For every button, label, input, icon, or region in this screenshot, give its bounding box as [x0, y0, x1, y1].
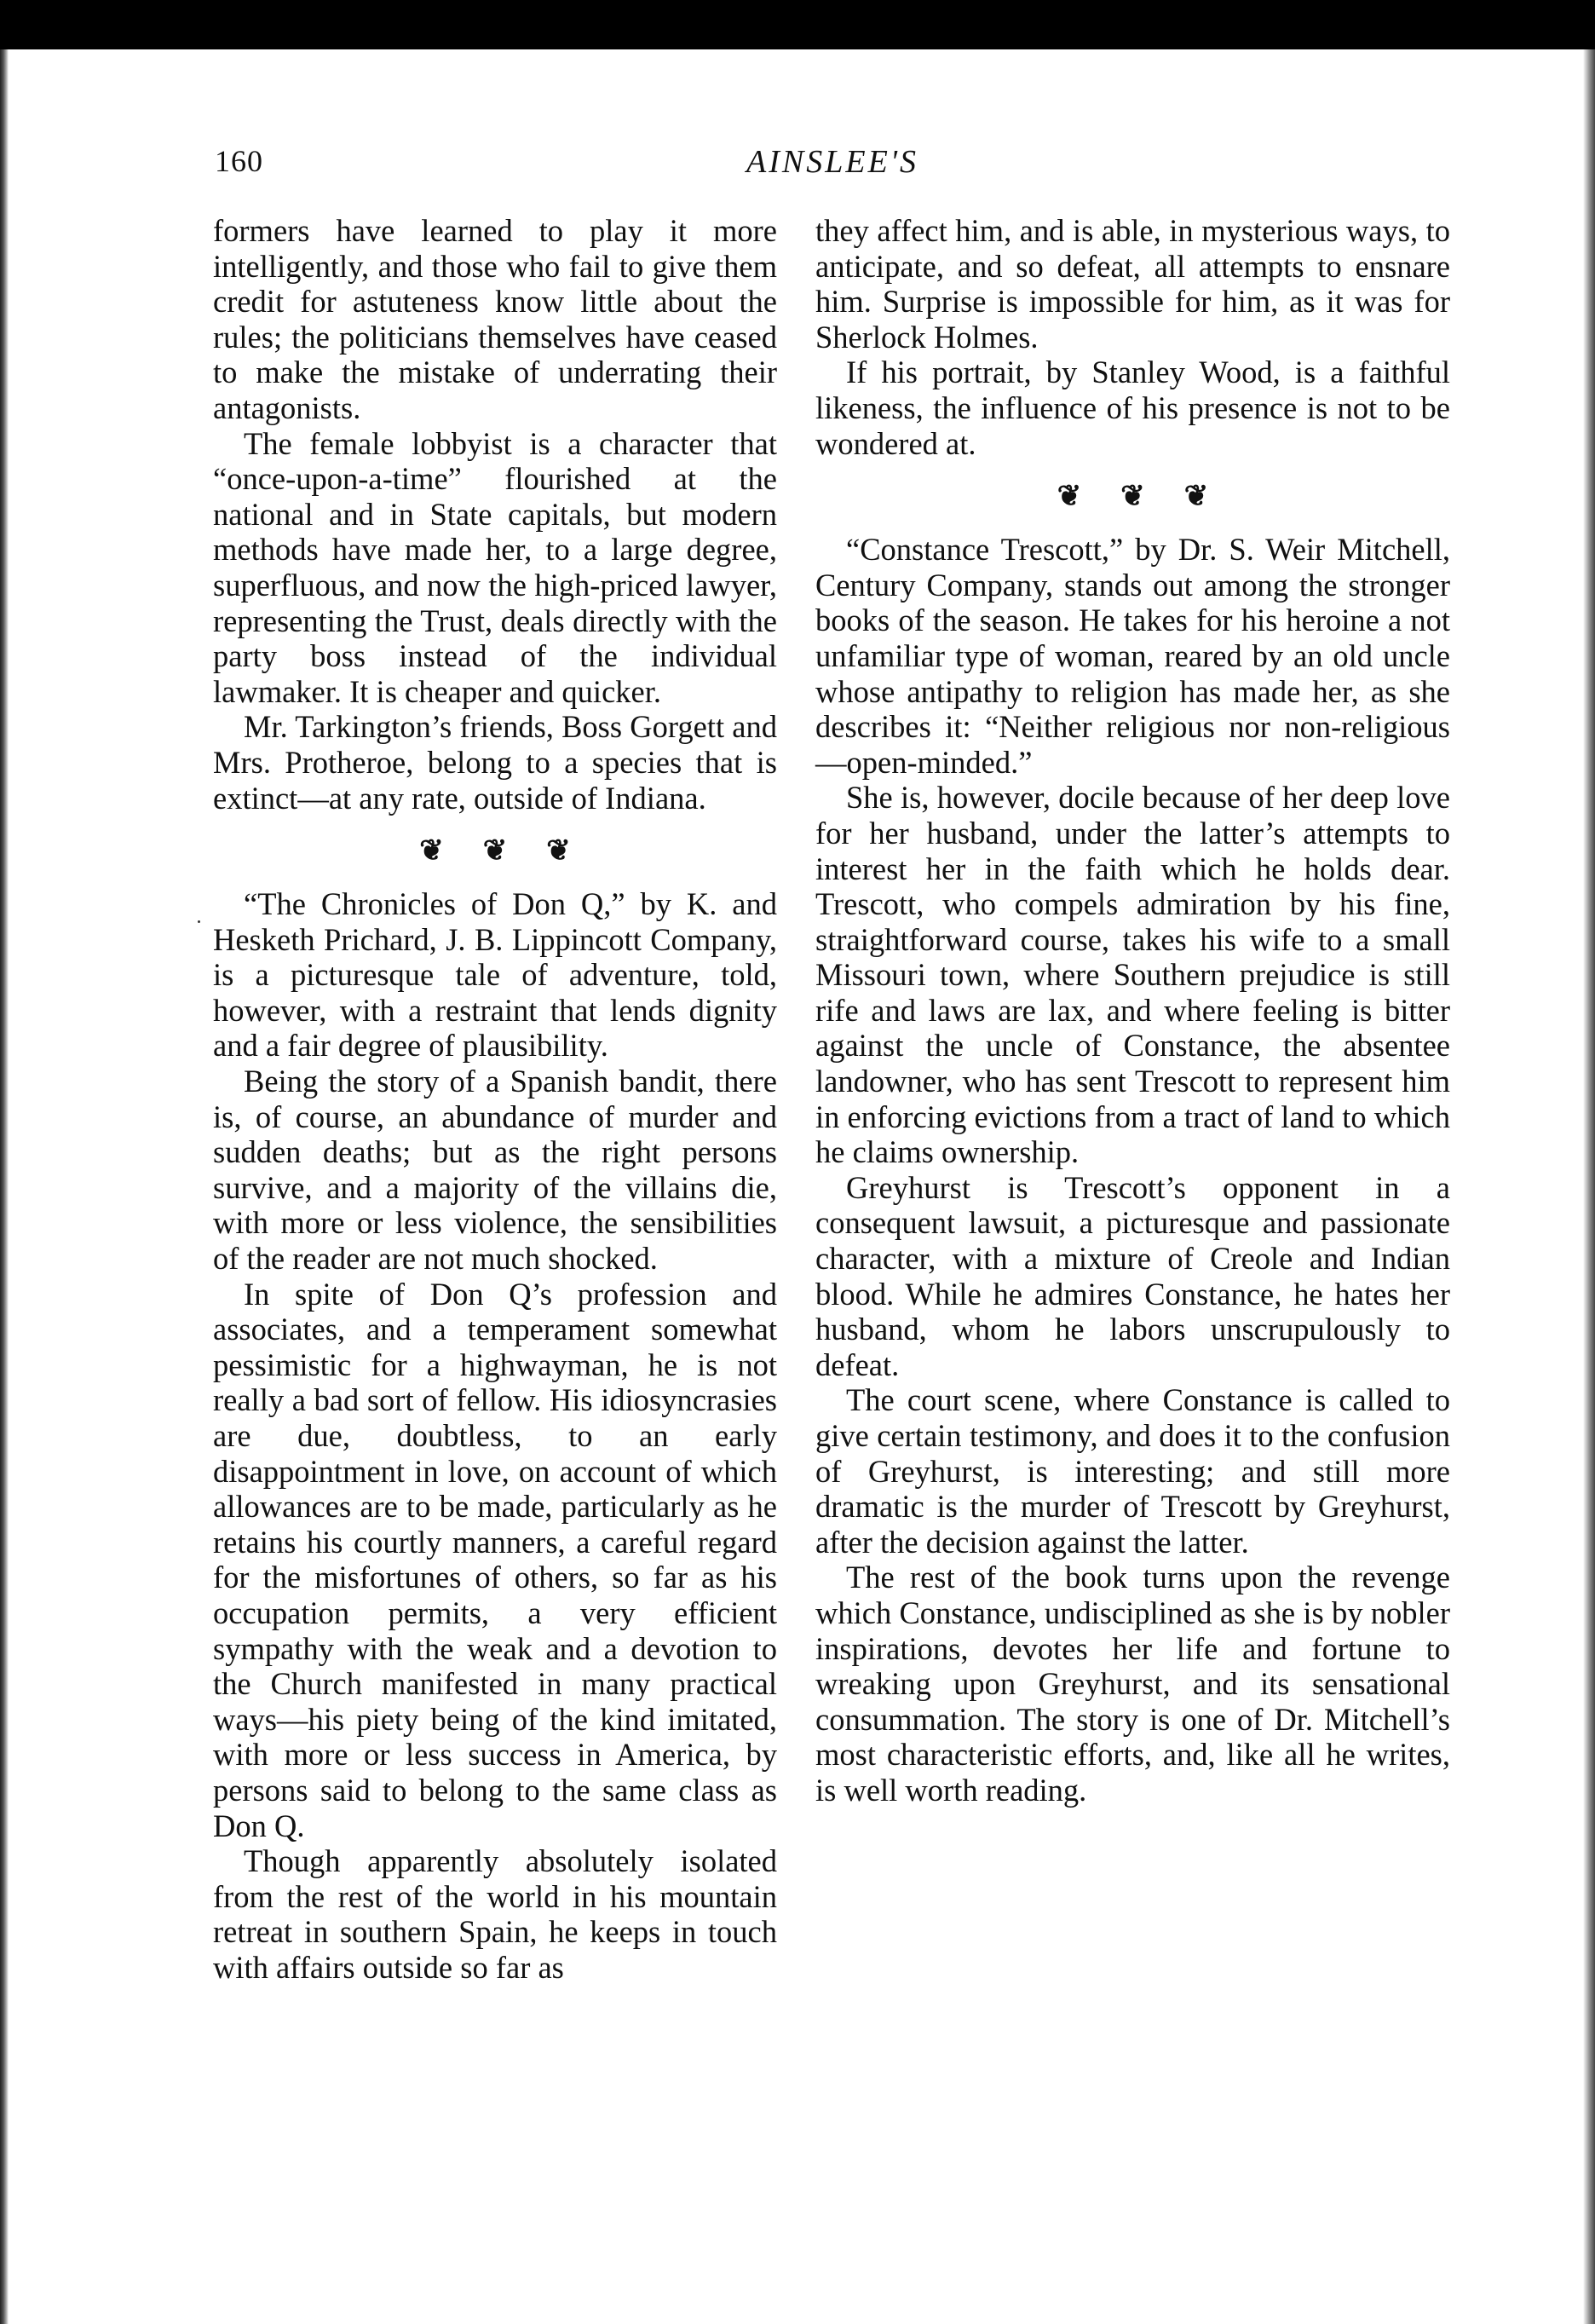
paragraph: formers have learned to play it more intelligently, and those who fail to give them credit for astuteness know little about the rules; the politicians themselves have ceased to make the mistake of underrating their antagonists. — [213, 213, 777, 425]
paragraph: If his portrait, by Stanley Wood, is a faithful likeness, the influence of his presence is not to be wondered at. — [815, 355, 1450, 461]
paragraph: Mr. Tarkington’s friends, Boss Gorgett and Mrs. Protheroe, belong to a species that is extinct—at any rate, outside of Indiana. — [213, 709, 777, 816]
scan-speck — [198, 920, 200, 923]
paragraph: Greyhurst is Trescott’s opponent in a consequent lawsuit, a picturesque and passionate character, with a mixture of Creole and Indian blood. While he admires Constance, he hates her husband, whom he labors unscrupulously to defeat. — [815, 1169, 1450, 1382]
fleuron-icon: ❦ — [1183, 481, 1248, 513]
paragraph: they affect him, and is able, in mysterious ways, to anticipate, and so defeat, all attempts to ensnare him. Surprise is impossible for him, as it was for Sherlock Holmes. — [815, 213, 1450, 355]
page-header — [215, 143, 1450, 186]
scan-right-edge — [1583, 49, 1595, 2324]
running-head: AINSLEE'S — [746, 144, 918, 180]
section-ornament — [213, 816, 777, 886]
scan-left-edge — [0, 49, 9, 2324]
fleuron-icon: ❦ — [419, 835, 483, 868]
scan-top-border — [0, 0, 1595, 49]
fleuron-icon: ❦ — [546, 835, 610, 868]
fleuron-icon: ❦ — [482, 835, 547, 868]
paragraph: “The Chronicles of Don Q,” by K. and Hesketh Prichard, J. B. Lippincott Company, is a picturesque tale of adventure, told, however, with a restraint that lends dignity and a fair degree of plausibility. — [213, 886, 777, 1064]
paragraph: The court scene, where Constance is called to give certain testimony, and does it to the confusion of Greyhurst, is interesting; and still more dramatic is the murder of Trescott by Greyhurst, after the decision against the latter. — [815, 1382, 1450, 1560]
page-number: 160 — [215, 144, 263, 178]
fleuron-icon: ❦ — [1120, 481, 1184, 513]
paragraph: The female lobbyist is a character that “once-upon-a-time” flourished at the national and in State capitals, but modern methods have made her, to a large degree, superfluous, and now the high-priced lawyer, representing the Trust, deals directly with the party boss instead of the individual lawmaker. It is cheaper and quicker. — [213, 425, 777, 709]
left-column — [213, 213, 777, 1986]
paragraph: “Constance Trescott,” by Dr. S. Weir Mitchell, Century Company, stands out among the stronger books of the season. He takes for his heroine a not unfamiliar type of woman, reared by an old uncle whose antipathy to religion has made her, as she describes it: “Neither religious nor non-religious —open-minded.” — [815, 532, 1450, 780]
fleuron-icon: ❦ — [1057, 481, 1121, 513]
right-column — [815, 213, 1450, 1808]
paragraph: In spite of Don Q’s profession and associates, and a temperament somewhat pessimistic for a highwayman, he is not really a bad sort of fellow. His idiosyncrasies are due, doubtless, to an early disappointment in love, on account of which allowances are to be made, particularly as he retains his courtly manners, a careful regard for the misfortunes of others, so far as his occupation permits, a very efficient sympathy with the weak and a devotion to the Church manifested in many practical ways—his piety being of the kind imitated, with more or less success in America, by persons said to belong to the same class as Don Q. — [213, 1276, 777, 1843]
paragraph: Though apparently absolutely isolated from the rest of the world in his mountain retreat in southern Spain, he keeps in touch with affairs outside so far as — [213, 1843, 777, 1985]
paragraph: The rest of the book turns upon the revenge which Constance, undisciplined as she is by nobler inspirations, devotes her life and fortune to wreaking upon Greyhurst, and its sensational consummation. The story is one of Dr. Mitchell’s most characteristic efforts, and, like all he writes, is well worth reading. — [815, 1560, 1450, 1808]
section-ornament — [815, 461, 1450, 532]
paragraph: She is, however, docile because of her deep love for her husband, under the latter’s attempts to interest her in the faith which he holds dear. Trescott, who compels admiration by his fine, straightforward course, takes his wife to a small Missouri town, where Southern prejudice is still rife and laws are lax, and where feeling is bitter against the uncle of Constance, the absentee landowner, who has sent Trescott to represent him in enforcing evictions from a tract of land to which he claims ownership. — [815, 780, 1450, 1170]
paragraph: Being the story of a Spanish bandit, there is, of course, an abundance of murder and sudden deaths; but as the right persons survive, and a majority of the villains die, with more or less violence, the sensibilities of the reader are not much shocked. — [213, 1064, 777, 1277]
